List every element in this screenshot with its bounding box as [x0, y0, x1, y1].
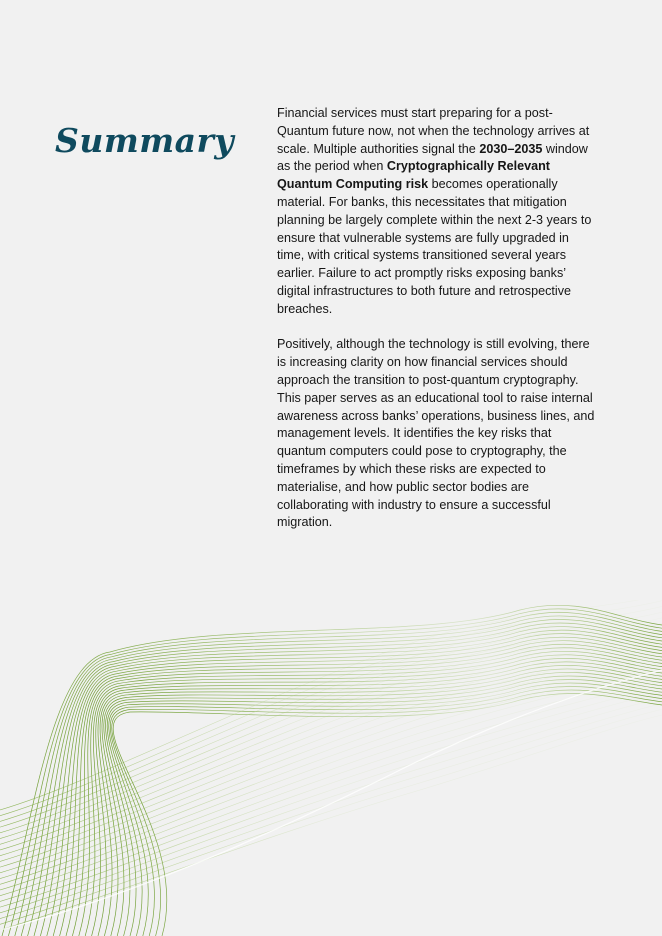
paragraph-text: becomes operationally material. For banks, this necessitates that mitigation planning be largely complete within the next 2-3 years to ensure that vulnerable systems are fully upgraded in time, with critical systems transitioned several years earlier. Failure to act promptly risks exposing banks’ digital infrastructures to both future and retrospective breaches.	[277, 177, 592, 316]
highlight-years: 2030–2035	[479, 141, 543, 156]
wave-line	[110, 686, 662, 936]
wave-line	[113, 694, 662, 936]
wave-line	[0, 624, 662, 839]
wave-line	[0, 704, 662, 919]
summary-paragraph-2: Positively, although the technology is still evolving, there is increasing clarity on how financial services should approach the transition to post-quantum cryptography. This paper serves as an educational tool to raise internal awareness across banks’ operations, business lines, and management levels. It identifies the key risks that quantum computers could pose to cryptography, the timeframes by which these risks are expected to materialise, and how public sector bodies are collaborating with industry to ensure a successful migration.	[277, 337, 595, 530]
wave-line	[104, 672, 662, 936]
paragraph-text: Financial services must start preparing for a post-Quantum future now, not when the technology arrives at scale. Multiple authorities signal the	[277, 106, 590, 156]
decorative-wave-lines	[0, 600, 662, 936]
wave-line	[0, 698, 662, 913]
wave-line	[0, 692, 662, 907]
wave-lines-upper	[2, 605, 662, 936]
wave-line	[107, 679, 662, 936]
wave-lines-lower	[0, 600, 662, 930]
wave-line	[85, 651, 662, 936]
wave-line	[0, 686, 662, 901]
paragraph-text: window as the period when	[277, 141, 588, 174]
page-title: Summary	[55, 121, 235, 160]
wave-line	[0, 652, 662, 867]
summary-paragraph-1	[277, 105, 599, 319]
summary-body	[277, 105, 599, 532]
highlight-crqc: Cryptographically Relevant Quantum Computing risk	[277, 159, 550, 192]
wave-line	[96, 658, 662, 936]
